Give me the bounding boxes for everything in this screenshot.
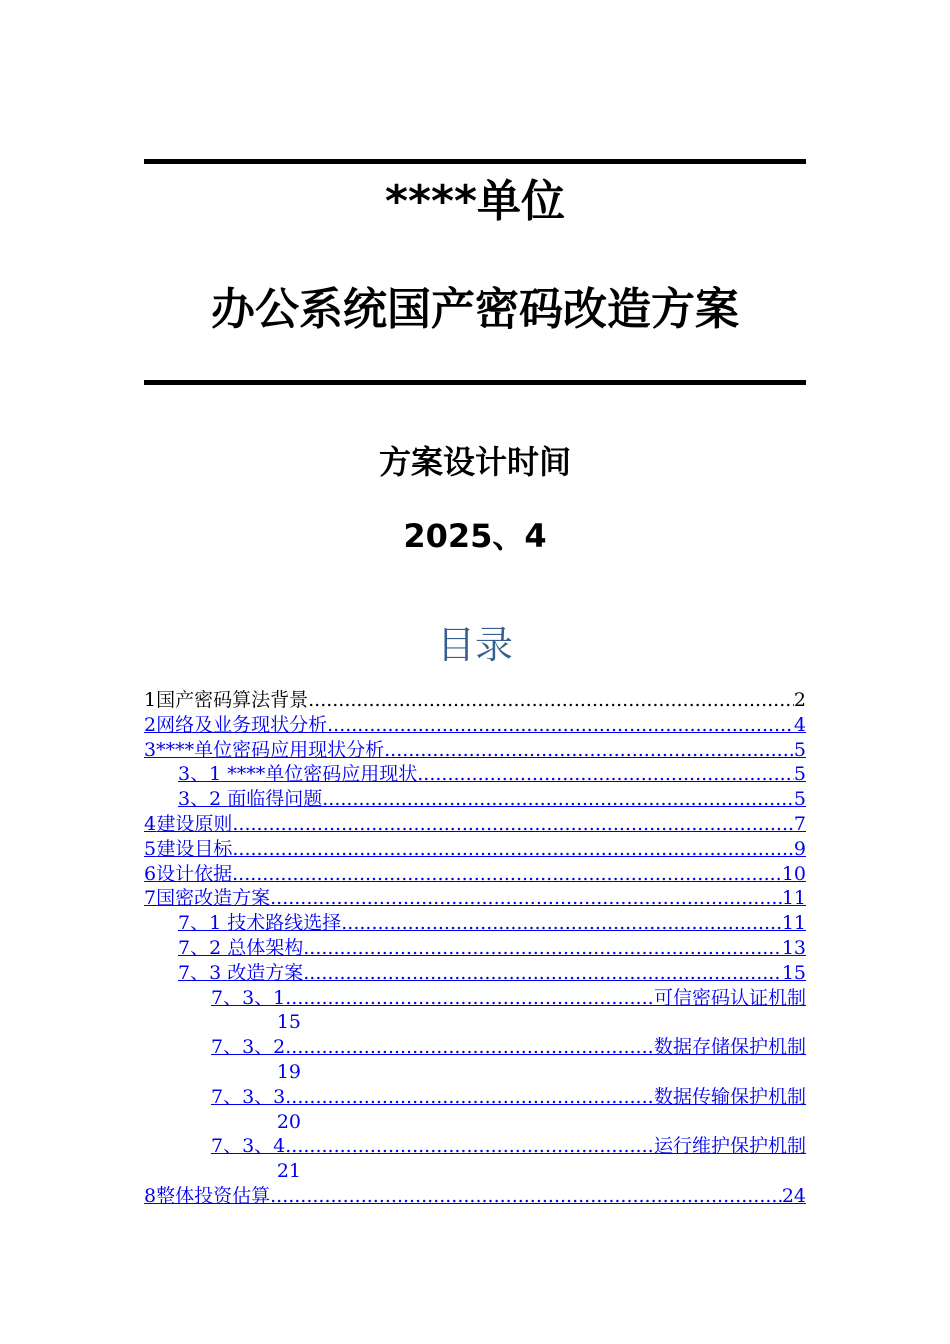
toc-entry-page: 19 <box>276 1060 301 1083</box>
toc-entry-number: 2 <box>144 713 157 736</box>
toc-leader-dots <box>285 1085 654 1110</box>
toc-entry-title: 改造方案 <box>227 961 304 984</box>
toc-entry-title: 面临得问题 <box>227 788 323 811</box>
toc-entry-4[interactable] <box>144 812 806 837</box>
toc-entry-title: 数据存储保护机制 <box>653 1036 806 1059</box>
toc-entry-title: 技术路线选择 <box>227 912 342 935</box>
toc-entry-7-3-2-page-line[interactable] <box>144 1060 806 1085</box>
toc-entry-title: ****单位密码应用现状分析 <box>156 738 385 761</box>
document-title-line2: 办公系统国产密码改造方案 <box>211 284 739 335</box>
toc-leader-dots <box>341 911 782 936</box>
toc-entry-7-3-3-page-line[interactable] <box>144 1110 806 1135</box>
toc-entry-title: 设计依据 <box>156 862 233 885</box>
table-of-contents <box>144 688 806 1209</box>
toc-entry-3-2[interactable] <box>144 787 806 812</box>
design-time-value: 2025、4 <box>403 517 547 555</box>
toc-leader-dots <box>327 713 794 738</box>
toc-entry-title: 建设目标 <box>156 837 233 860</box>
toc-entry-7-3-1-page-line[interactable] <box>144 1010 806 1035</box>
toc-entry-title: 总体架构 <box>227 936 304 959</box>
toc-entry-page: 2 <box>793 689 806 711</box>
toc-leader-dots <box>232 812 794 837</box>
toc-entry-number: 7、3、2 <box>211 1036 286 1059</box>
toc-leader-dots <box>285 1035 654 1060</box>
toc-entry-title: 运行维护保护机制 <box>653 1135 806 1158</box>
toc-entry-number: 3、1 <box>178 763 222 786</box>
toc-entry-title: 数据传输保护机制 <box>653 1085 806 1108</box>
toc-entry-7-3-4[interactable] <box>144 1134 806 1159</box>
toc-entry-number: 7、3 <box>178 961 222 984</box>
toc-entry-title: 可信密码认证机制 <box>653 986 806 1009</box>
toc-entry-title: 国产密码算法背景 <box>156 689 309 711</box>
toc-entry-title: 整体投资估算 <box>156 1184 271 1207</box>
toc-entry-1[interactable] <box>144 688 806 713</box>
toc-entry-8[interactable] <box>144 1184 806 1209</box>
toc-leader-dots <box>308 688 794 713</box>
toc-entry-7[interactable] <box>144 886 806 911</box>
toc-entry-5[interactable] <box>144 837 806 862</box>
toc-entry-page: 5 <box>793 788 806 811</box>
toc-entry-7-3-3[interactable] <box>144 1085 806 1110</box>
top-rule <box>144 159 806 164</box>
toc-entry-page: 7 <box>793 812 806 835</box>
toc-entry-page: 11 <box>781 912 806 935</box>
toc-entry-number: 7、3、1 <box>211 986 286 1009</box>
toc-entry-number: 8 <box>144 1184 157 1207</box>
toc-entry-number: 3、2 <box>178 788 222 811</box>
toc-entry-number: 7、2 <box>178 936 222 959</box>
toc-entry-page: 20 <box>276 1110 301 1133</box>
design-time-label: 方案设计时间 <box>378 443 571 481</box>
toc-entry-7-2[interactable] <box>144 936 806 961</box>
toc-entry-7-3-4-page-line[interactable] <box>144 1159 806 1184</box>
toc-entry-number: 7、3、4 <box>211 1135 286 1158</box>
document-title-line1: ****单位 <box>384 176 566 227</box>
toc-entry-page: 21 <box>276 1160 301 1183</box>
toc-entry-number: 7 <box>144 887 157 910</box>
toc-entry-3-1[interactable] <box>144 762 806 787</box>
toc-leader-dots <box>285 986 654 1011</box>
toc-entry-page: 15 <box>276 1011 301 1034</box>
toc-entry-page: 13 <box>781 936 806 959</box>
toc-leader-dots <box>303 961 782 986</box>
toc-entry-7-3[interactable] <box>144 961 806 986</box>
toc-entry-7-3-2[interactable] <box>144 1035 806 1060</box>
toc-entry-page: 4 <box>793 713 806 736</box>
toc-leader-dots <box>417 762 794 787</box>
toc-leader-dots <box>232 837 794 862</box>
toc-entry-page: 10 <box>781 862 806 885</box>
toc-entry-3[interactable] <box>144 738 806 763</box>
toc-entry-7-1[interactable] <box>144 911 806 936</box>
toc-entry-number: 1 <box>144 689 157 711</box>
toc-leader-dots <box>285 1134 654 1159</box>
bottom-rule <box>144 380 806 385</box>
toc-entry-page: 24 <box>781 1184 806 1207</box>
toc-entry-page: 9 <box>793 837 806 860</box>
toc-entry-number: 7、3、3 <box>211 1085 286 1108</box>
toc-entry-2[interactable] <box>144 713 806 738</box>
toc-entry-page: 15 <box>781 961 806 984</box>
toc-entry-title: 国密改造方案 <box>156 887 271 910</box>
toc-leader-dots <box>270 886 782 911</box>
toc-entry-7-3-1[interactable] <box>144 986 806 1011</box>
toc-entry-page: 5 <box>793 763 806 786</box>
toc-entry-number: 3 <box>144 738 157 761</box>
toc-entry-page: 5 <box>793 738 806 761</box>
toc-leader-dots <box>270 1184 782 1209</box>
toc-entry-number: 7、1 <box>178 912 222 935</box>
toc-leader-dots <box>384 738 794 763</box>
toc-leader-dots <box>322 787 794 812</box>
toc-heading: 目录 <box>436 623 513 667</box>
toc-entry-page: 11 <box>781 887 806 910</box>
toc-leader-dots <box>303 936 782 961</box>
toc-entry-title: 建设原则 <box>156 812 233 835</box>
toc-entry-title: 网络及业务现状分析 <box>156 713 328 736</box>
toc-entry-6[interactable] <box>144 862 806 887</box>
toc-entry-number: 6 <box>144 862 157 885</box>
toc-entry-number: 4 <box>144 812 157 835</box>
toc-entry-title: ****单位密码应用现状 <box>227 763 418 786</box>
toc-entry-number: 5 <box>144 837 157 860</box>
toc-leader-dots <box>232 862 782 887</box>
